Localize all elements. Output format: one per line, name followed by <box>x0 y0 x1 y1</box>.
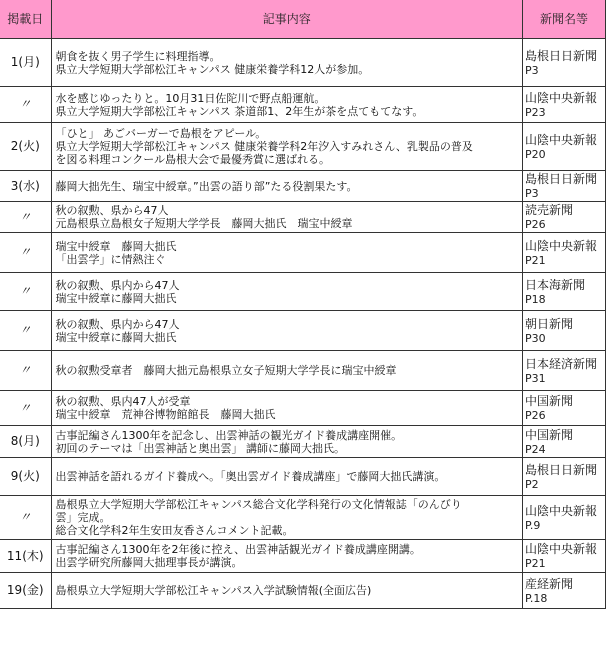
table-row <box>0 391 606 426</box>
row-date: 〃 <box>0 233 51 273</box>
row-date: 2(火) <box>0 123 51 171</box>
newspaper-page: P31 <box>525 371 546 385</box>
content-line: 古事記編さん1300年を2年後に控え、出雲神話観光ガイド養成講座開講。 <box>55 543 421 556</box>
content-line: 秋の叙勲、県内から47人 <box>55 317 180 331</box>
row-date: 1(月) <box>0 39 51 87</box>
row-newspaper <box>523 391 606 426</box>
newspaper-page: P26 <box>525 218 546 231</box>
table-row <box>0 123 606 171</box>
content-line: 総合文化学科2年生安田友香さんコメント記載。 <box>55 524 294 537</box>
row-content <box>51 39 523 87</box>
content-line: 瑞宝中綬章 荒神谷博物館館長 藤岡大拙氏 <box>55 408 276 421</box>
row-content <box>51 273 523 311</box>
newspaper-name: 日本海新聞 <box>525 277 586 292</box>
row-newspaper <box>523 202 606 233</box>
table-body <box>0 39 606 609</box>
newspaper-page: P3 <box>525 63 539 77</box>
newspaper-page: P21 <box>525 253 546 267</box>
row-date: 8(月) <box>0 426 51 458</box>
row-newspaper <box>523 39 606 87</box>
content-line: 瑞宝中綬章 藤岡大拙氏 <box>55 239 177 253</box>
row-newspaper <box>523 496 606 540</box>
content-line: 水を感じゆったりと。10月31日佐陀川で野点船運航。 <box>55 91 326 105</box>
table-row <box>0 540 606 573</box>
content-line: を図る料理コンクール島根大会で最優秀賞に選ばれる。 <box>55 153 331 166</box>
content-line: 出雲学研究所藤岡大拙理事長が講演。 <box>55 556 243 569</box>
content-line: 藤岡大拙先生、瑞宝中綬章。”出雲の語り部”たる役割果たす。 <box>55 179 358 193</box>
content-line: 朝食を抜く男子学生に料理指導。 <box>55 49 221 63</box>
table-row <box>0 573 606 609</box>
row-content <box>51 496 523 540</box>
row-content <box>51 123 523 171</box>
content-line: 県立大学短期大学部松江キャンパス 健康栄養学科2年汐入すみれさん、乳製品の普及 <box>55 140 473 153</box>
content-line: 秋の叙勲受章者 藤岡大拙元島根県立女子短期大学学長に瑞宝中綬章 <box>55 364 397 377</box>
table-row <box>0 171 606 202</box>
content-line: 雲」完成。 <box>55 511 111 524</box>
header-row <box>0 0 606 39</box>
row-content <box>51 233 523 273</box>
content-line: 秋の叙勲、県内47人が受章 <box>55 395 191 408</box>
newspaper-name: 山陰中央新報 <box>525 132 598 147</box>
row-content <box>51 171 523 202</box>
row-content <box>51 540 523 573</box>
newspaper-name: 朝日新聞 <box>525 316 574 331</box>
row-newspaper <box>523 171 606 202</box>
table-row <box>0 87 606 123</box>
content-line: 瑞宝中綬章に藤岡大拙氏 <box>55 330 177 344</box>
content-line: 「出雲学」に情熱注ぐ <box>55 252 166 266</box>
row-date: 〃 <box>0 311 51 351</box>
row-newspaper <box>523 573 606 609</box>
newspaper-page: P26 <box>525 409 546 422</box>
row-content <box>51 426 523 458</box>
content-line: 古事記編さん1300年を記念し、出雲神話の観光ガイド養成講座開催。 <box>55 428 403 442</box>
newspaper-page: P.18 <box>525 591 548 605</box>
newspaper-page: P21 <box>525 557 546 570</box>
row-date: 〃 <box>0 87 51 123</box>
newspaper-name: 産経新聞 <box>525 576 574 591</box>
newspaper-name: 島根日日新聞 <box>525 462 598 477</box>
newspaper-page: P20 <box>525 147 546 161</box>
newspaper-name: 山陰中央新報 <box>525 238 598 253</box>
table-row <box>0 351 606 391</box>
newspaper-page: P18 <box>525 292 546 306</box>
header-date: 掲載日 <box>0 0 51 39</box>
table-row <box>0 39 606 87</box>
table-row <box>0 458 606 496</box>
newspaper-name: 山陰中央新報 <box>525 90 598 105</box>
row-content <box>51 351 523 391</box>
newspaper-page: P30 <box>525 331 546 345</box>
row-newspaper <box>523 351 606 391</box>
newspaper-name: 中国新聞 <box>525 427 574 442</box>
newspaper-name: 島根日日新聞 <box>525 48 598 63</box>
newspaper-name: 読売新聞 <box>525 203 574 217</box>
newspaper-name: 中国新聞 <box>525 394 574 408</box>
newspaper-page: P24 <box>525 442 546 456</box>
newspaper-page: P2 <box>525 477 539 491</box>
row-newspaper <box>523 233 606 273</box>
content-line: 出雲神話を語れるガイド養成へ。「奥出雲ガイド養成講座」で藤岡大拙氏講演。 <box>55 470 446 483</box>
row-date: 3(水) <box>0 171 51 202</box>
row-content <box>51 391 523 426</box>
newspaper-name: 山陰中央新報 <box>525 503 598 518</box>
table-row <box>0 233 606 273</box>
row-newspaper <box>523 458 606 496</box>
row-content <box>51 87 523 123</box>
content-line: 秋の叙勲、県から47人 <box>55 204 169 217</box>
row-date: 19(金) <box>0 573 51 609</box>
row-content <box>51 202 523 233</box>
row-content <box>51 311 523 351</box>
row-newspaper <box>523 87 606 123</box>
row-newspaper <box>523 540 606 573</box>
row-date: 〃 <box>0 202 51 233</box>
content-line: 島根県立大学短期大学部松江キャンパス入学試験情報(全面広告) <box>55 584 372 597</box>
content-line: 元島根県立島根女子短期大学学長 藤岡大拙氏 瑞宝中綬章 <box>55 217 353 230</box>
row-date: 〃 <box>0 496 51 540</box>
header-paper: 新聞名等 <box>523 0 606 39</box>
row-newspaper <box>523 123 606 171</box>
content-line: 秋の叙勲、県内から47人 <box>55 278 180 292</box>
newspaper-page: P.9 <box>525 518 541 532</box>
table-row <box>0 202 606 233</box>
row-date: 11(木) <box>0 540 51 573</box>
table-row <box>0 426 606 458</box>
newspaper-name: 山陰中央新報 <box>525 542 598 556</box>
content-line: 県立大学短期大学部松江キャンパス 健康栄養学科12人が参加。 <box>55 62 370 76</box>
row-date: 〃 <box>0 351 51 391</box>
row-content <box>51 458 523 496</box>
row-date: 〃 <box>0 273 51 311</box>
newspaper-name: 島根日日新聞 <box>525 172 598 186</box>
row-content <box>51 573 523 609</box>
content-line: 島根県立大学短期大学部松江キャンパス総合文化学科発行の文化情報誌「のんびり <box>55 498 462 511</box>
header-content: 記事内容 <box>51 0 523 39</box>
table-row <box>0 273 606 311</box>
row-newspaper <box>523 273 606 311</box>
row-date: 〃 <box>0 391 51 426</box>
table-row <box>0 496 606 540</box>
table-row <box>0 311 606 351</box>
content-line: 瑞宝中綬章に藤岡大拙氏 <box>55 291 177 305</box>
content-line: 「ひと」 あごバーガーで島根をアピール。 <box>55 127 267 140</box>
newspaper-page: P3 <box>525 187 539 200</box>
newspaper-name: 日本経済新聞 <box>525 356 598 371</box>
row-date: 9(火) <box>0 458 51 496</box>
newspaper-page: P23 <box>525 105 546 119</box>
row-newspaper <box>523 311 606 351</box>
row-newspaper <box>523 426 606 458</box>
content-line: 県立大学短期大学部松江キャンパス 茶道部1、2年生が茶を点てもてなす。 <box>55 104 424 118</box>
content-line: 初回のテーマは「出雲神話と奥出雲」 講師に藤岡大拙氏。 <box>55 441 345 455</box>
